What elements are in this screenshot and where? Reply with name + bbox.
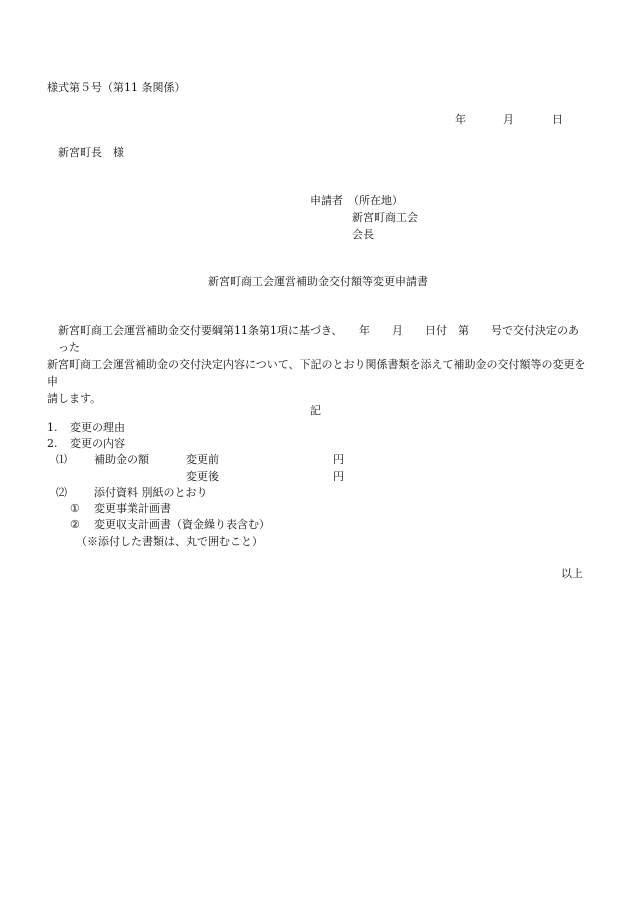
item-2-number: 2.: [47, 437, 58, 450]
attachment-1-label: 変更事業計画書: [94, 502, 171, 515]
sub-1-number: ⑴: [56, 453, 67, 466]
body-line-3: 請します。: [47, 392, 102, 405]
applicant-location-label: （所在地）: [348, 194, 403, 207]
item-1-label: 変更の理由: [70, 421, 125, 434]
document-title: 新宮町商工会運営補助金交付額等変更申請書: [208, 275, 428, 288]
attachment-2-number: ②: [70, 518, 80, 531]
before-yen-symbol: 円: [333, 453, 344, 466]
applicant-title: 会長: [352, 228, 374, 241]
sub-2-label: 添付資料 別紙のとおり: [94, 486, 208, 499]
attachment-note: （※添付した書類は、丸で囲むこと）: [76, 535, 263, 548]
addressee: 新宮町長 様: [58, 146, 124, 159]
applicant-org-name: 新宮町商工会: [352, 211, 418, 224]
attachment-2-label: 変更収支計画書（資金繰り表含む）: [94, 518, 270, 531]
item-1-number: 1.: [47, 421, 58, 434]
form-number: 様式第５号（第11 条関係）: [47, 81, 186, 94]
sub-1-label: 補助金の額: [94, 453, 149, 466]
sub-2-number: ⑵: [56, 486, 67, 499]
date-month-label: 月: [503, 113, 514, 126]
after-yen-symbol: 円: [333, 470, 344, 483]
body-line-1: 新宮町商工会運営補助金交付要綱第11条第1項に基づき、 年 月 日付 第 号で交付決定のあった: [58, 324, 580, 354]
date-day-label: 日: [552, 113, 563, 126]
before-change-label: 変更前: [186, 453, 219, 466]
attachment-1-number: ①: [70, 502, 80, 515]
closing-text: 以上: [561, 567, 583, 580]
notes-heading: 記: [310, 404, 321, 417]
applicant-label: 申請者: [310, 194, 343, 207]
body-line-2: 新宮町商工会運営補助金の交付決定内容について、下記のとおり関係書類を添えて補助金の交付額等の変更を申: [47, 358, 586, 388]
body-paragraph: [47, 322, 587, 407]
after-change-label: 変更後: [186, 470, 219, 483]
item-2-label: 変更の内容: [70, 437, 125, 450]
date-year-label: 年: [455, 113, 466, 126]
